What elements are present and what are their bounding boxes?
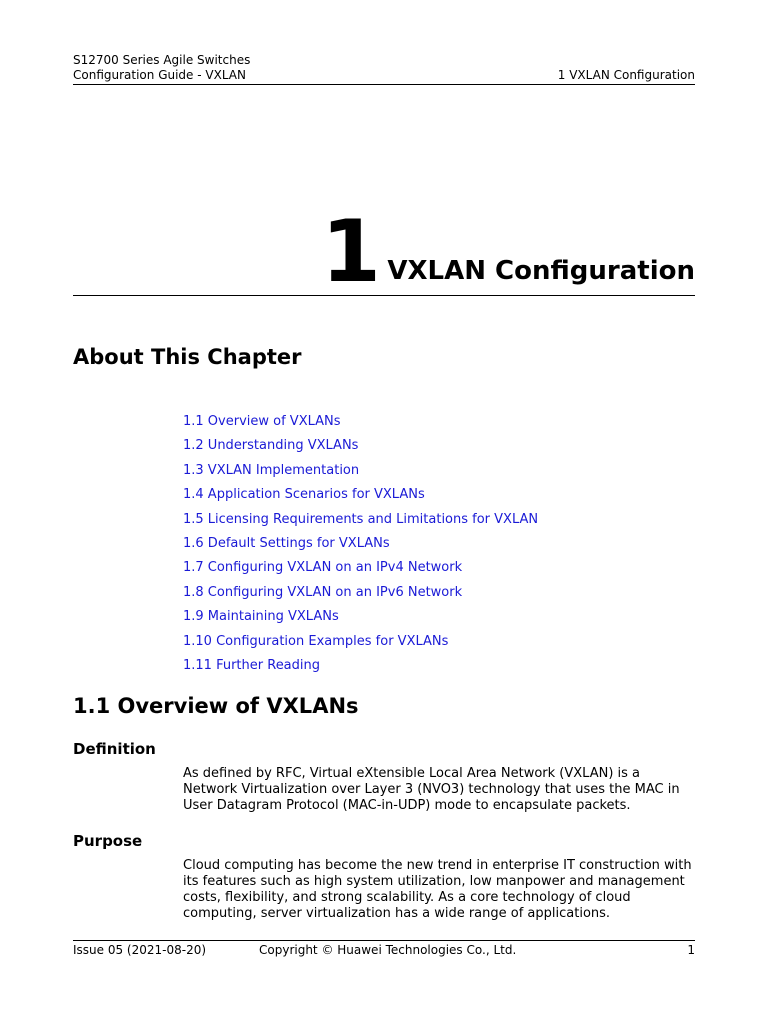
toc-link[interactable]: 1.11 Further Reading (183, 658, 321, 674)
subheading-definition: Definition (73, 740, 156, 758)
subheading-purpose: Purpose (73, 832, 143, 850)
purpose-paragraph: Cloud computing has become the new trend in enterprise IT construction with its features such as high system utilization, low manpower and management costs, flexibility, and strong scalability. As a core technology of cloud computing, server virtualization has a wide range of applications. (183, 858, 692, 921)
definition-paragraph: As defined by RFC, Virtual eXtensible Local Area Network (VXLAN) is a Network Virtualization over Layer 3 (NVO3) technology that uses the MAC in User Datagram Protocol (MAC-in-UDP) mode to encapsulate packets. (183, 766, 680, 813)
header-product-name: S12700 Series Agile Switches (73, 53, 251, 67)
footer-copyright: Copyright © Huawei Technologies Co., Ltd. (259, 943, 517, 957)
toc-link[interactable]: 1.3 VXLAN Implementation (183, 462, 360, 478)
header-section-name: 1 VXLAN Configuration (557, 68, 695, 82)
chapter-number: 1 (321, 202, 381, 302)
toc-link[interactable]: 1.5 Licensing Requirements and Limitations for VXLAN (183, 511, 539, 527)
footer-divider (73, 940, 695, 941)
toc-link[interactable]: 1.9 Maintaining VXLANs (183, 609, 339, 625)
header-divider (73, 84, 695, 85)
chapter-title: VXLAN Configuration (387, 256, 695, 286)
chapter-toc (183, 410, 538, 678)
footer-page-number: 1 (687, 943, 695, 957)
toc-link[interactable]: 1.6 Default Settings for VXLANs (183, 536, 390, 552)
toc-link[interactable]: 1.2 Understanding VXLANs (183, 438, 359, 454)
toc-link[interactable]: 1.10 Configuration Examples for VXLANs (183, 633, 449, 649)
toc-link[interactable]: 1.4 Application Scenarios for VXLANs (183, 487, 425, 503)
footer-issue: Issue 05 (2021-08-20) (73, 943, 207, 957)
toc-link[interactable]: 1.7 Configuring VXLAN on an IPv4 Network (183, 560, 463, 576)
toc-link[interactable]: 1.8 Configuring VXLAN on an IPv6 Network (183, 584, 463, 600)
chapter-divider (73, 295, 695, 296)
about-chapter-heading: About This Chapter (73, 345, 302, 369)
toc-link[interactable]: 1.1 Overview of VXLANs (183, 414, 341, 429)
running-header-product (73, 53, 250, 83)
section-heading-overview: 1.1 Overview of VXLANs (73, 694, 359, 718)
header-guide-name: Configuration Guide - VXLAN (73, 68, 246, 82)
